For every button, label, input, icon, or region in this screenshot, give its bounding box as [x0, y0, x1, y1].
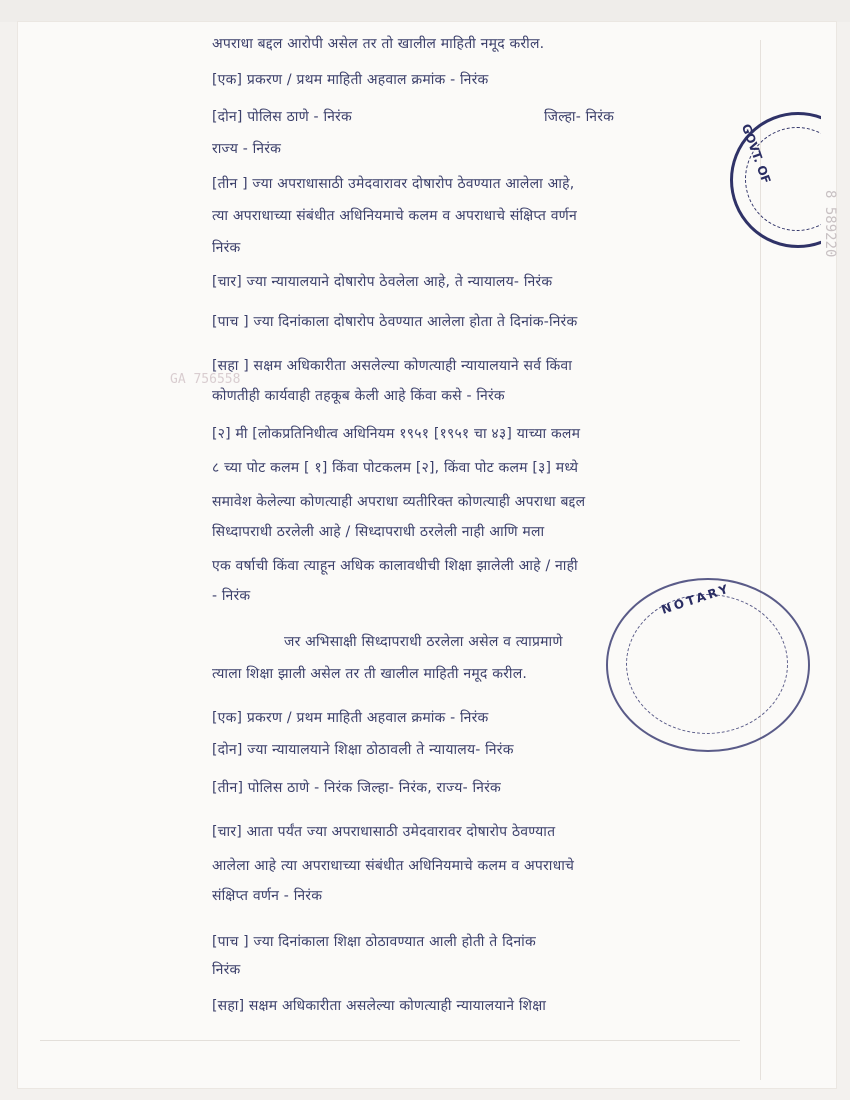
text-line: [चार] आता पर्यंत ज्या अपराधासाठी उमेदवारावर दोषारोप ठेवण्यात	[212, 824, 556, 840]
text-line: [एक] प्रकरण / प्रथम माहिती अहवाल क्रमांक - निरंक	[212, 72, 489, 88]
text-line: त्या अपराधाच्या संबंधीत अधिनियमाचे कलम व अपराधाचे संक्षिप्त वर्णन	[212, 208, 577, 224]
notary-inner-ring	[626, 594, 788, 734]
text-line: कोणतीही कार्यवाही तहकूब केली आहे किंवा कसे - निरंक	[212, 388, 505, 404]
text-line: निरंक	[212, 962, 241, 978]
text-line: त्याला शिक्षा झाली असेल तर ती खालील माहिती नमूद करील.	[212, 666, 528, 682]
scan-top-band	[0, 0, 850, 22]
text-line: [चार] ज्या न्यायालयाने दोषारोप ठेवलेला आहे, ते न्यायालय- निरंक	[212, 274, 553, 290]
text-line: [दोन] ज्या न्यायालयाने शिक्षा ठोठावली ते न्यायालय- निरंक	[212, 742, 514, 758]
text-line: [तीन ] ज्या अपराधासाठी उमेदवारावर दोषारोप ठेवण्यात आलेला आहे,	[212, 176, 575, 192]
text-line: ८ च्या पोट कलम [ १] किंवा पोटकलम [२], किंवा पोट कलम [३] मध्ये	[212, 460, 579, 476]
ghost-serial: GA 756558	[170, 372, 241, 387]
text-line: संक्षिप्त वर्णन - निरंक	[212, 888, 323, 904]
text-line: अपराधा बद्दल आरोपी असेल तर तो खालील माहिती नमूद करील.	[212, 36, 545, 52]
text-line: आलेला आहे त्या अपराधाच्या संबंधीत अधिनियमाचे कलम व अपराधाचे	[212, 858, 575, 874]
stamp-strip-code: 8 589220	[822, 190, 838, 258]
text-line: [तीन] पोलिस ठाणे - निरंक जिल्हा- निरंक, राज्य- निरंक	[212, 780, 501, 796]
text-line: [दोन] पोलिस ठाणे - निरंक	[212, 109, 352, 125]
text-line: [सहा ] सक्षम अधिकारीता असलेल्या कोणत्याही न्यायालयाने सर्व किंवा	[212, 358, 573, 374]
text-line: - निरंक	[212, 588, 251, 604]
notary-seal	[606, 578, 810, 752]
text-line: [पाच ] ज्या दिनांकाला दोषारोप ठेवण्यात आलेला होता ते दिनांक-निरंक	[212, 314, 578, 330]
notary-stamp-text: NOTARY	[659, 581, 733, 617]
text-line: [२] मी [लोकप्रतिनिधीत्व अधिनियम १९५१ [१९५१ चा ४३] याच्या कलम	[212, 426, 581, 442]
text-line: समावेश केलेल्या कोणत्याही अपराधा व्यतीरिक्त कोणत्याही अपराधा बद्दल	[212, 494, 586, 510]
text-line: निरंक	[212, 240, 241, 256]
text-line: राज्य - निरंक	[212, 141, 282, 157]
text-line: एक वर्षाची किंवा त्याहून अधिक कालावधीची शिक्षा झालेली आहे / नाही	[212, 558, 578, 574]
text-line: [सहा] सक्षम अधिकारीता असलेल्या कोणत्याही न्यायालयाने शिक्षा	[212, 998, 547, 1014]
text-line: जिल्हा- निरंक	[544, 109, 615, 125]
stamp-text-top: GOVT. OF	[738, 122, 774, 186]
bleed-rule	[40, 1040, 740, 1041]
text-line: [पाच ] ज्या दिनांकाला शिक्षा ठोठावण्यात आली होती ते दिनांक	[212, 934, 536, 950]
text-line: सिध्दापराधी ठरलेली आहे / सिध्दापराधी ठरलेली नाही आणि मला	[212, 524, 545, 540]
text-line: [एक] प्रकरण / प्रथम माहिती अहवाल क्रमांक - निरंक	[212, 710, 489, 726]
text-line: जर अभिसाक्षी सिध्दापराधी ठरलेला असेल व त्याप्रमाणे	[284, 634, 563, 650]
